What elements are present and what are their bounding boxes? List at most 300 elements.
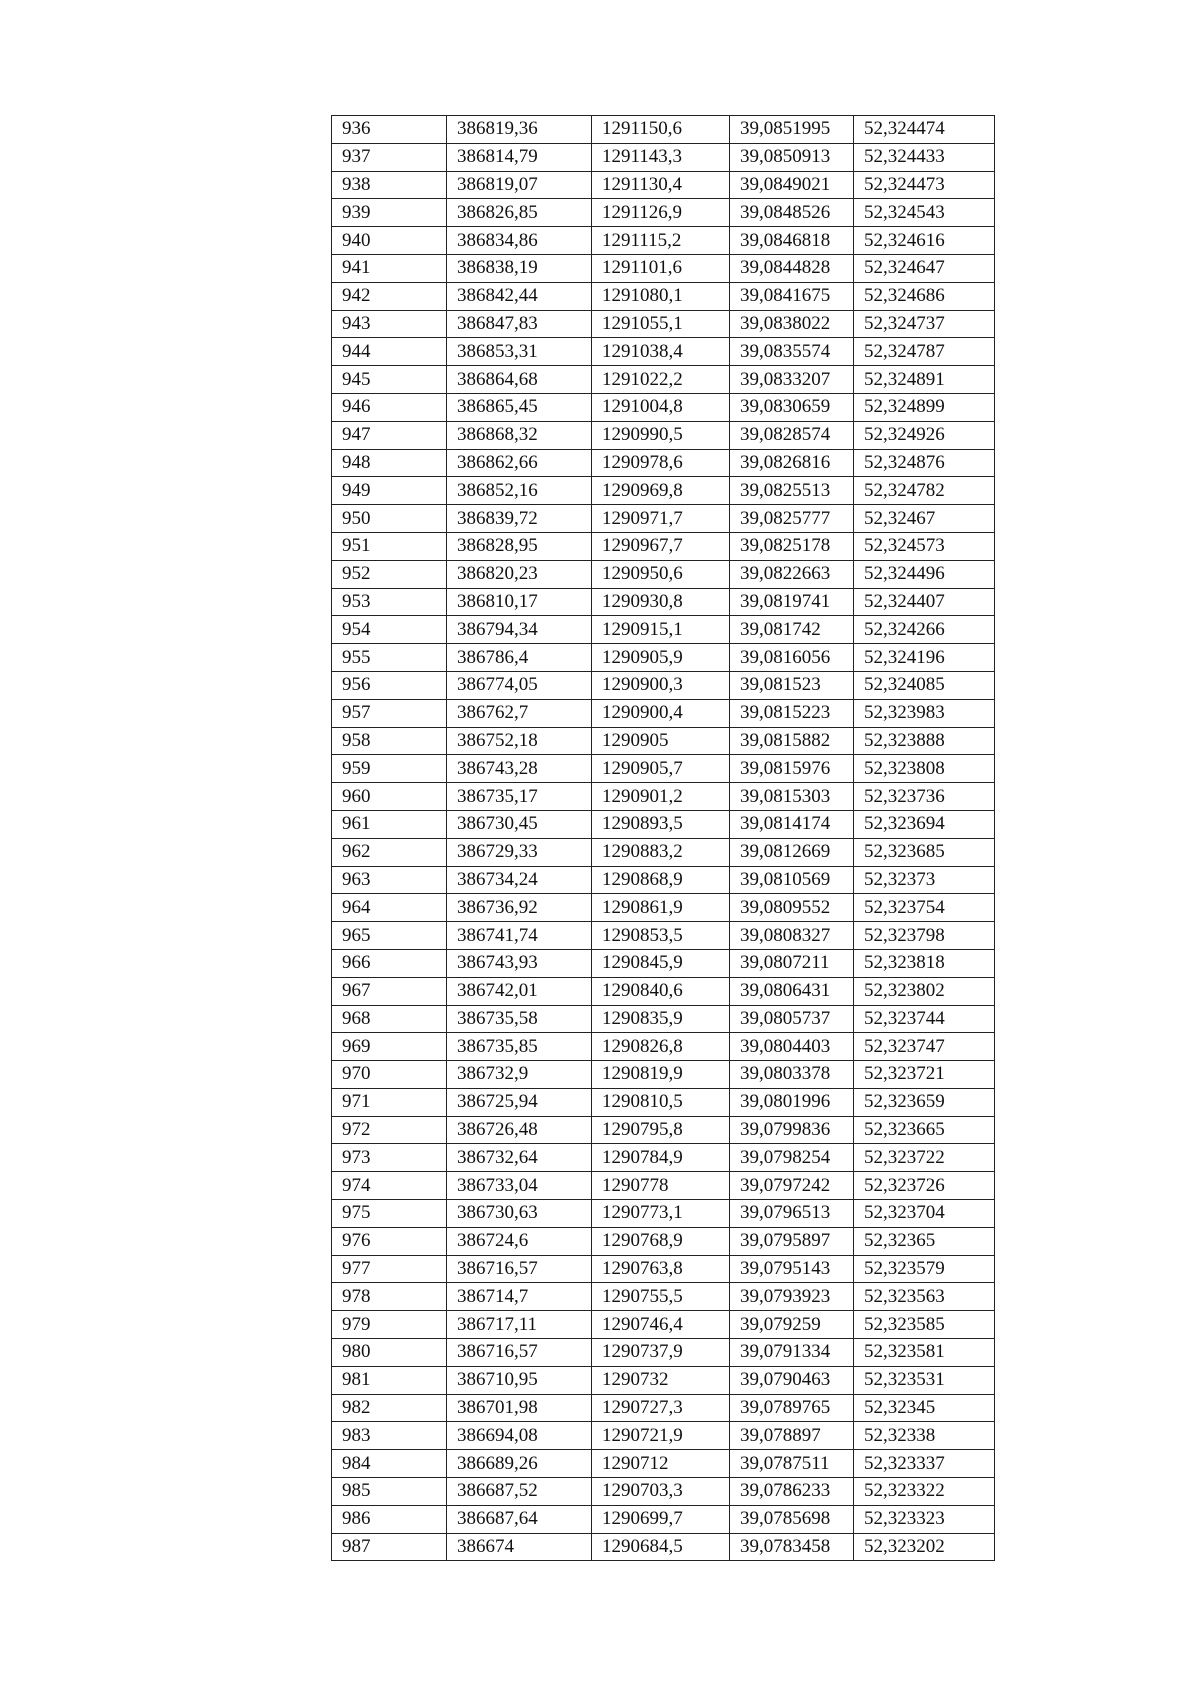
table-row bbox=[332, 866, 995, 894]
latitude-cell: 52,323581 bbox=[854, 1339, 995, 1367]
latitude-cell: 52,323747 bbox=[854, 1033, 995, 1061]
longitude-cell: 39,0790463 bbox=[730, 1366, 854, 1394]
y-coordinate-cell: 1290684,5 bbox=[592, 1533, 730, 1561]
y-coordinate-cell: 1291004,8 bbox=[592, 393, 730, 421]
longitude-cell: 39,0826816 bbox=[730, 449, 854, 477]
longitude-cell: 39,0799836 bbox=[730, 1116, 854, 1144]
longitude-cell: 39,0830659 bbox=[730, 393, 854, 421]
point-number-cell: 957 bbox=[332, 699, 447, 727]
longitude-cell: 39,0783458 bbox=[730, 1533, 854, 1561]
x-coordinate-cell: 386868,32 bbox=[447, 421, 592, 449]
point-number-cell: 945 bbox=[332, 366, 447, 394]
y-coordinate-cell: 1290978,6 bbox=[592, 449, 730, 477]
latitude-cell: 52,324543 bbox=[854, 199, 995, 227]
latitude-cell: 52,324686 bbox=[854, 282, 995, 310]
x-coordinate-cell: 386774,05 bbox=[447, 671, 592, 699]
point-number-cell: 967 bbox=[332, 977, 447, 1005]
longitude-cell: 39,0850913 bbox=[730, 143, 854, 171]
y-coordinate-cell: 1290699,7 bbox=[592, 1505, 730, 1533]
x-coordinate-cell: 386726,48 bbox=[447, 1116, 592, 1144]
x-coordinate-cell: 386819,36 bbox=[447, 116, 592, 144]
x-coordinate-cell: 386762,7 bbox=[447, 699, 592, 727]
longitude-cell: 39,0841675 bbox=[730, 282, 854, 310]
x-coordinate-cell: 386786,4 bbox=[447, 644, 592, 672]
x-coordinate-cell: 386853,31 bbox=[447, 338, 592, 366]
y-coordinate-cell: 1290868,9 bbox=[592, 866, 730, 894]
table-row bbox=[332, 1366, 995, 1394]
x-coordinate-cell: 386717,11 bbox=[447, 1311, 592, 1339]
x-coordinate-cell: 386819,07 bbox=[447, 171, 592, 199]
point-number-cell: 941 bbox=[332, 254, 447, 282]
latitude-cell: 52,324474 bbox=[854, 116, 995, 144]
latitude-cell: 52,324616 bbox=[854, 227, 995, 255]
y-coordinate-cell: 1290883,2 bbox=[592, 838, 730, 866]
longitude-cell: 39,0798254 bbox=[730, 1144, 854, 1172]
point-number-cell: 949 bbox=[332, 477, 447, 505]
latitude-cell: 52,32467 bbox=[854, 505, 995, 533]
y-coordinate-cell: 1290969,8 bbox=[592, 477, 730, 505]
table-row bbox=[332, 922, 995, 950]
latitude-cell: 52,323721 bbox=[854, 1061, 995, 1089]
x-coordinate-cell: 386735,85 bbox=[447, 1033, 592, 1061]
y-coordinate-cell: 1290773,1 bbox=[592, 1200, 730, 1228]
point-number-cell: 951 bbox=[332, 532, 447, 560]
y-coordinate-cell: 1290819,9 bbox=[592, 1061, 730, 1089]
table-row bbox=[332, 1061, 995, 1089]
longitude-cell: 39,0846818 bbox=[730, 227, 854, 255]
longitude-cell: 39,0808327 bbox=[730, 922, 854, 950]
longitude-cell: 39,0835574 bbox=[730, 338, 854, 366]
latitude-cell: 52,323888 bbox=[854, 727, 995, 755]
x-coordinate-cell: 386724,6 bbox=[447, 1227, 592, 1255]
latitude-cell: 52,323685 bbox=[854, 838, 995, 866]
longitude-cell: 39,0844828 bbox=[730, 254, 854, 282]
longitude-cell: 39,0828574 bbox=[730, 421, 854, 449]
point-number-cell: 937 bbox=[332, 143, 447, 171]
table-row bbox=[332, 1422, 995, 1450]
latitude-cell: 52,32345 bbox=[854, 1394, 995, 1422]
y-coordinate-cell: 1290755,5 bbox=[592, 1283, 730, 1311]
table-row bbox=[332, 1339, 995, 1367]
coordinates-table-body bbox=[332, 116, 995, 1561]
latitude-cell: 52,323563 bbox=[854, 1283, 995, 1311]
x-coordinate-cell: 386743,28 bbox=[447, 755, 592, 783]
table-row bbox=[332, 282, 995, 310]
longitude-cell: 39,0806431 bbox=[730, 977, 854, 1005]
table-row bbox=[332, 894, 995, 922]
table-row bbox=[332, 199, 995, 227]
point-number-cell: 939 bbox=[332, 199, 447, 227]
y-coordinate-cell: 1290905,7 bbox=[592, 755, 730, 783]
x-coordinate-cell: 386725,94 bbox=[447, 1088, 592, 1116]
y-coordinate-cell: 1290905,9 bbox=[592, 644, 730, 672]
table-row bbox=[332, 838, 995, 866]
longitude-cell: 39,0812669 bbox=[730, 838, 854, 866]
point-number-cell: 963 bbox=[332, 866, 447, 894]
longitude-cell: 39,0819741 bbox=[730, 588, 854, 616]
y-coordinate-cell: 1290784,9 bbox=[592, 1144, 730, 1172]
x-coordinate-cell: 386674 bbox=[447, 1533, 592, 1561]
y-coordinate-cell: 1290853,5 bbox=[592, 922, 730, 950]
x-coordinate-cell: 386733,04 bbox=[447, 1172, 592, 1200]
table-row bbox=[332, 1450, 995, 1478]
table-row bbox=[332, 254, 995, 282]
point-number-cell: 980 bbox=[332, 1339, 447, 1367]
y-coordinate-cell: 1291022,2 bbox=[592, 366, 730, 394]
y-coordinate-cell: 1291126,9 bbox=[592, 199, 730, 227]
table-row bbox=[332, 616, 995, 644]
table-row bbox=[332, 810, 995, 838]
y-coordinate-cell: 1290737,9 bbox=[592, 1339, 730, 1367]
x-coordinate-cell: 386716,57 bbox=[447, 1255, 592, 1283]
point-number-cell: 987 bbox=[332, 1533, 447, 1561]
y-coordinate-cell: 1290810,5 bbox=[592, 1088, 730, 1116]
point-number-cell: 952 bbox=[332, 560, 447, 588]
latitude-cell: 52,323323 bbox=[854, 1505, 995, 1533]
x-coordinate-cell: 386862,66 bbox=[447, 449, 592, 477]
table-row bbox=[332, 949, 995, 977]
latitude-cell: 52,323802 bbox=[854, 977, 995, 1005]
latitude-cell: 52,323665 bbox=[854, 1116, 995, 1144]
point-number-cell: 953 bbox=[332, 588, 447, 616]
x-coordinate-cell: 386729,33 bbox=[447, 838, 592, 866]
table-row bbox=[332, 1478, 995, 1506]
point-number-cell: 962 bbox=[332, 838, 447, 866]
latitude-cell: 52,323579 bbox=[854, 1255, 995, 1283]
longitude-cell: 39,0801996 bbox=[730, 1088, 854, 1116]
y-coordinate-cell: 1290732 bbox=[592, 1366, 730, 1394]
longitude-cell: 39,0816056 bbox=[730, 644, 854, 672]
x-coordinate-cell: 386732,64 bbox=[447, 1144, 592, 1172]
x-coordinate-cell: 386828,95 bbox=[447, 532, 592, 560]
point-number-cell: 955 bbox=[332, 644, 447, 672]
latitude-cell: 52,324737 bbox=[854, 310, 995, 338]
x-coordinate-cell: 386742,01 bbox=[447, 977, 592, 1005]
y-coordinate-cell: 1290915,1 bbox=[592, 616, 730, 644]
table-row bbox=[332, 421, 995, 449]
table-row bbox=[332, 1394, 995, 1422]
x-coordinate-cell: 386689,26 bbox=[447, 1450, 592, 1478]
y-coordinate-cell: 1290901,2 bbox=[592, 783, 730, 811]
point-number-cell: 965 bbox=[332, 922, 447, 950]
x-coordinate-cell: 386752,18 bbox=[447, 727, 592, 755]
latitude-cell: 52,323337 bbox=[854, 1450, 995, 1478]
y-coordinate-cell: 1290930,8 bbox=[592, 588, 730, 616]
longitude-cell: 39,0804403 bbox=[730, 1033, 854, 1061]
x-coordinate-cell: 386736,92 bbox=[447, 894, 592, 922]
longitude-cell: 39,0851995 bbox=[730, 116, 854, 144]
x-coordinate-cell: 386839,72 bbox=[447, 505, 592, 533]
table-row bbox=[332, 699, 995, 727]
x-coordinate-cell: 386814,79 bbox=[447, 143, 592, 171]
latitude-cell: 52,323818 bbox=[854, 949, 995, 977]
y-coordinate-cell: 1290905 bbox=[592, 727, 730, 755]
y-coordinate-cell: 1290835,9 bbox=[592, 1005, 730, 1033]
longitude-cell: 39,0796513 bbox=[730, 1200, 854, 1228]
x-coordinate-cell: 386687,64 bbox=[447, 1505, 592, 1533]
latitude-cell: 52,323704 bbox=[854, 1200, 995, 1228]
y-coordinate-cell: 1290861,9 bbox=[592, 894, 730, 922]
latitude-cell: 52,324433 bbox=[854, 143, 995, 171]
point-number-cell: 936 bbox=[332, 116, 447, 144]
point-number-cell: 961 bbox=[332, 810, 447, 838]
longitude-cell: 39,0815303 bbox=[730, 783, 854, 811]
table-row bbox=[332, 1005, 995, 1033]
y-coordinate-cell: 1290900,3 bbox=[592, 671, 730, 699]
point-number-cell: 959 bbox=[332, 755, 447, 783]
y-coordinate-cell: 1290703,3 bbox=[592, 1478, 730, 1506]
x-coordinate-cell: 386865,45 bbox=[447, 393, 592, 421]
point-number-cell: 968 bbox=[332, 1005, 447, 1033]
x-coordinate-cell: 386838,19 bbox=[447, 254, 592, 282]
x-coordinate-cell: 386735,58 bbox=[447, 1005, 592, 1033]
longitude-cell: 39,0809552 bbox=[730, 894, 854, 922]
latitude-cell: 52,324782 bbox=[854, 477, 995, 505]
table-row bbox=[332, 393, 995, 421]
longitude-cell: 39,0787511 bbox=[730, 1450, 854, 1478]
longitude-cell: 39,0833207 bbox=[730, 366, 854, 394]
y-coordinate-cell: 1290840,6 bbox=[592, 977, 730, 1005]
table-row bbox=[332, 1144, 995, 1172]
x-coordinate-cell: 386734,24 bbox=[447, 866, 592, 894]
longitude-cell: 39,0795897 bbox=[730, 1227, 854, 1255]
point-number-cell: 975 bbox=[332, 1200, 447, 1228]
y-coordinate-cell: 1290778 bbox=[592, 1172, 730, 1200]
point-number-cell: 946 bbox=[332, 393, 447, 421]
latitude-cell: 52,323736 bbox=[854, 783, 995, 811]
y-coordinate-cell: 1290990,5 bbox=[592, 421, 730, 449]
table-row bbox=[332, 783, 995, 811]
x-coordinate-cell: 386842,44 bbox=[447, 282, 592, 310]
point-number-cell: 973 bbox=[332, 1144, 447, 1172]
latitude-cell: 52,323659 bbox=[854, 1088, 995, 1116]
y-coordinate-cell: 1290826,8 bbox=[592, 1033, 730, 1061]
longitude-cell: 39,078897 bbox=[730, 1422, 854, 1450]
x-coordinate-cell: 386732,9 bbox=[447, 1061, 592, 1089]
latitude-cell: 52,323531 bbox=[854, 1366, 995, 1394]
y-coordinate-cell: 1291130,4 bbox=[592, 171, 730, 199]
y-coordinate-cell: 1291115,2 bbox=[592, 227, 730, 255]
point-number-cell: 950 bbox=[332, 505, 447, 533]
longitude-cell: 39,0810569 bbox=[730, 866, 854, 894]
y-coordinate-cell: 1290967,7 bbox=[592, 532, 730, 560]
x-coordinate-cell: 386741,74 bbox=[447, 922, 592, 950]
latitude-cell: 52,323808 bbox=[854, 755, 995, 783]
latitude-cell: 52,324496 bbox=[854, 560, 995, 588]
table-row bbox=[332, 560, 995, 588]
x-coordinate-cell: 386716,57 bbox=[447, 1339, 592, 1367]
table-row bbox=[332, 310, 995, 338]
table-row bbox=[332, 1311, 995, 1339]
longitude-cell: 39,0849021 bbox=[730, 171, 854, 199]
y-coordinate-cell: 1290721,9 bbox=[592, 1422, 730, 1450]
point-number-cell: 958 bbox=[332, 727, 447, 755]
point-number-cell: 979 bbox=[332, 1311, 447, 1339]
longitude-cell: 39,0786233 bbox=[730, 1478, 854, 1506]
y-coordinate-cell: 1291080,1 bbox=[592, 282, 730, 310]
x-coordinate-cell: 386710,95 bbox=[447, 1366, 592, 1394]
point-number-cell: 977 bbox=[332, 1255, 447, 1283]
y-coordinate-cell: 1290727,3 bbox=[592, 1394, 730, 1422]
table-row bbox=[332, 505, 995, 533]
table-row bbox=[332, 116, 995, 144]
latitude-cell: 52,324787 bbox=[854, 338, 995, 366]
longitude-cell: 39,0822663 bbox=[730, 560, 854, 588]
longitude-cell: 39,0791334 bbox=[730, 1339, 854, 1367]
y-coordinate-cell: 1290712 bbox=[592, 1450, 730, 1478]
table-row bbox=[332, 1505, 995, 1533]
longitude-cell: 39,0789765 bbox=[730, 1394, 854, 1422]
y-coordinate-cell: 1291038,4 bbox=[592, 338, 730, 366]
latitude-cell: 52,324647 bbox=[854, 254, 995, 282]
table-row bbox=[332, 644, 995, 672]
longitude-cell: 39,0803378 bbox=[730, 1061, 854, 1089]
longitude-cell: 39,0797242 bbox=[730, 1172, 854, 1200]
point-number-cell: 938 bbox=[332, 171, 447, 199]
x-coordinate-cell: 386714,7 bbox=[447, 1283, 592, 1311]
table-row bbox=[332, 755, 995, 783]
latitude-cell: 52,32365 bbox=[854, 1227, 995, 1255]
y-coordinate-cell: 1290893,5 bbox=[592, 810, 730, 838]
latitude-cell: 52,323744 bbox=[854, 1005, 995, 1033]
longitude-cell: 39,0815976 bbox=[730, 755, 854, 783]
x-coordinate-cell: 386864,68 bbox=[447, 366, 592, 394]
y-coordinate-cell: 1290971,7 bbox=[592, 505, 730, 533]
latitude-cell: 52,324196 bbox=[854, 644, 995, 672]
point-number-cell: 971 bbox=[332, 1088, 447, 1116]
point-number-cell: 976 bbox=[332, 1227, 447, 1255]
longitude-cell: 39,079259 bbox=[730, 1311, 854, 1339]
point-number-cell: 956 bbox=[332, 671, 447, 699]
latitude-cell: 52,32338 bbox=[854, 1422, 995, 1450]
y-coordinate-cell: 1290746,4 bbox=[592, 1311, 730, 1339]
latitude-cell: 52,324085 bbox=[854, 671, 995, 699]
latitude-cell: 52,324891 bbox=[854, 366, 995, 394]
latitude-cell: 52,323722 bbox=[854, 1144, 995, 1172]
table-row bbox=[332, 1200, 995, 1228]
table-row bbox=[332, 977, 995, 1005]
longitude-cell: 39,081523 bbox=[730, 671, 854, 699]
longitude-cell: 39,0807211 bbox=[730, 949, 854, 977]
table-row bbox=[332, 588, 995, 616]
latitude-cell: 52,323798 bbox=[854, 922, 995, 950]
x-coordinate-cell: 386694,08 bbox=[447, 1422, 592, 1450]
latitude-cell: 52,323202 bbox=[854, 1533, 995, 1561]
table-row bbox=[332, 727, 995, 755]
table-row bbox=[332, 477, 995, 505]
point-number-cell: 947 bbox=[332, 421, 447, 449]
y-coordinate-cell: 1291150,6 bbox=[592, 116, 730, 144]
y-coordinate-cell: 1290763,8 bbox=[592, 1255, 730, 1283]
table-row bbox=[332, 171, 995, 199]
x-coordinate-cell: 386794,34 bbox=[447, 616, 592, 644]
table-row bbox=[332, 1172, 995, 1200]
x-coordinate-cell: 386847,83 bbox=[447, 310, 592, 338]
longitude-cell: 39,0825777 bbox=[730, 505, 854, 533]
point-number-cell: 966 bbox=[332, 949, 447, 977]
x-coordinate-cell: 386730,45 bbox=[447, 810, 592, 838]
longitude-cell: 39,0805737 bbox=[730, 1005, 854, 1033]
x-coordinate-cell: 386743,93 bbox=[447, 949, 592, 977]
x-coordinate-cell: 386735,17 bbox=[447, 783, 592, 811]
x-coordinate-cell: 386820,23 bbox=[447, 560, 592, 588]
y-coordinate-cell: 1291143,3 bbox=[592, 143, 730, 171]
latitude-cell: 52,324473 bbox=[854, 171, 995, 199]
point-number-cell: 981 bbox=[332, 1366, 447, 1394]
x-coordinate-cell: 386687,52 bbox=[447, 1478, 592, 1506]
x-coordinate-cell: 386852,16 bbox=[447, 477, 592, 505]
table-row bbox=[332, 532, 995, 560]
latitude-cell: 52,324573 bbox=[854, 532, 995, 560]
point-number-cell: 970 bbox=[332, 1061, 447, 1089]
point-number-cell: 940 bbox=[332, 227, 447, 255]
point-number-cell: 964 bbox=[332, 894, 447, 922]
latitude-cell: 52,324266 bbox=[854, 616, 995, 644]
longitude-cell: 39,0795143 bbox=[730, 1255, 854, 1283]
longitude-cell: 39,0793923 bbox=[730, 1283, 854, 1311]
latitude-cell: 52,324926 bbox=[854, 421, 995, 449]
table-row bbox=[332, 1116, 995, 1144]
point-number-cell: 942 bbox=[332, 282, 447, 310]
latitude-cell: 52,323726 bbox=[854, 1172, 995, 1200]
table-row bbox=[332, 449, 995, 477]
latitude-cell: 52,323322 bbox=[854, 1478, 995, 1506]
y-coordinate-cell: 1290795,8 bbox=[592, 1116, 730, 1144]
point-number-cell: 982 bbox=[332, 1394, 447, 1422]
point-number-cell: 978 bbox=[332, 1283, 447, 1311]
longitude-cell: 39,0848526 bbox=[730, 199, 854, 227]
point-number-cell: 986 bbox=[332, 1505, 447, 1533]
y-coordinate-cell: 1291101,6 bbox=[592, 254, 730, 282]
table-row bbox=[332, 1255, 995, 1283]
point-number-cell: 972 bbox=[332, 1116, 447, 1144]
table-row bbox=[332, 1227, 995, 1255]
longitude-cell: 39,0785698 bbox=[730, 1505, 854, 1533]
table-row bbox=[332, 1088, 995, 1116]
point-number-cell: 954 bbox=[332, 616, 447, 644]
table-row bbox=[332, 338, 995, 366]
latitude-cell: 52,323585 bbox=[854, 1311, 995, 1339]
point-number-cell: 969 bbox=[332, 1033, 447, 1061]
table-row bbox=[332, 671, 995, 699]
longitude-cell: 39,0815223 bbox=[730, 699, 854, 727]
point-number-cell: 948 bbox=[332, 449, 447, 477]
table-row bbox=[332, 227, 995, 255]
latitude-cell: 52,323754 bbox=[854, 894, 995, 922]
table-row bbox=[332, 1283, 995, 1311]
coordinates-table bbox=[331, 115, 995, 1561]
latitude-cell: 52,323983 bbox=[854, 699, 995, 727]
y-coordinate-cell: 1290768,9 bbox=[592, 1227, 730, 1255]
point-number-cell: 983 bbox=[332, 1422, 447, 1450]
table-row bbox=[332, 366, 995, 394]
point-number-cell: 944 bbox=[332, 338, 447, 366]
x-coordinate-cell: 386730,63 bbox=[447, 1200, 592, 1228]
latitude-cell: 52,324876 bbox=[854, 449, 995, 477]
point-number-cell: 943 bbox=[332, 310, 447, 338]
x-coordinate-cell: 386834,86 bbox=[447, 227, 592, 255]
x-coordinate-cell: 386701,98 bbox=[447, 1394, 592, 1422]
y-coordinate-cell: 1290950,6 bbox=[592, 560, 730, 588]
latitude-cell: 52,323694 bbox=[854, 810, 995, 838]
point-number-cell: 984 bbox=[332, 1450, 447, 1478]
longitude-cell: 39,0838022 bbox=[730, 310, 854, 338]
latitude-cell: 52,324407 bbox=[854, 588, 995, 616]
y-coordinate-cell: 1290845,9 bbox=[592, 949, 730, 977]
longitude-cell: 39,0825513 bbox=[730, 477, 854, 505]
table-row bbox=[332, 1533, 995, 1561]
longitude-cell: 39,0815882 bbox=[730, 727, 854, 755]
